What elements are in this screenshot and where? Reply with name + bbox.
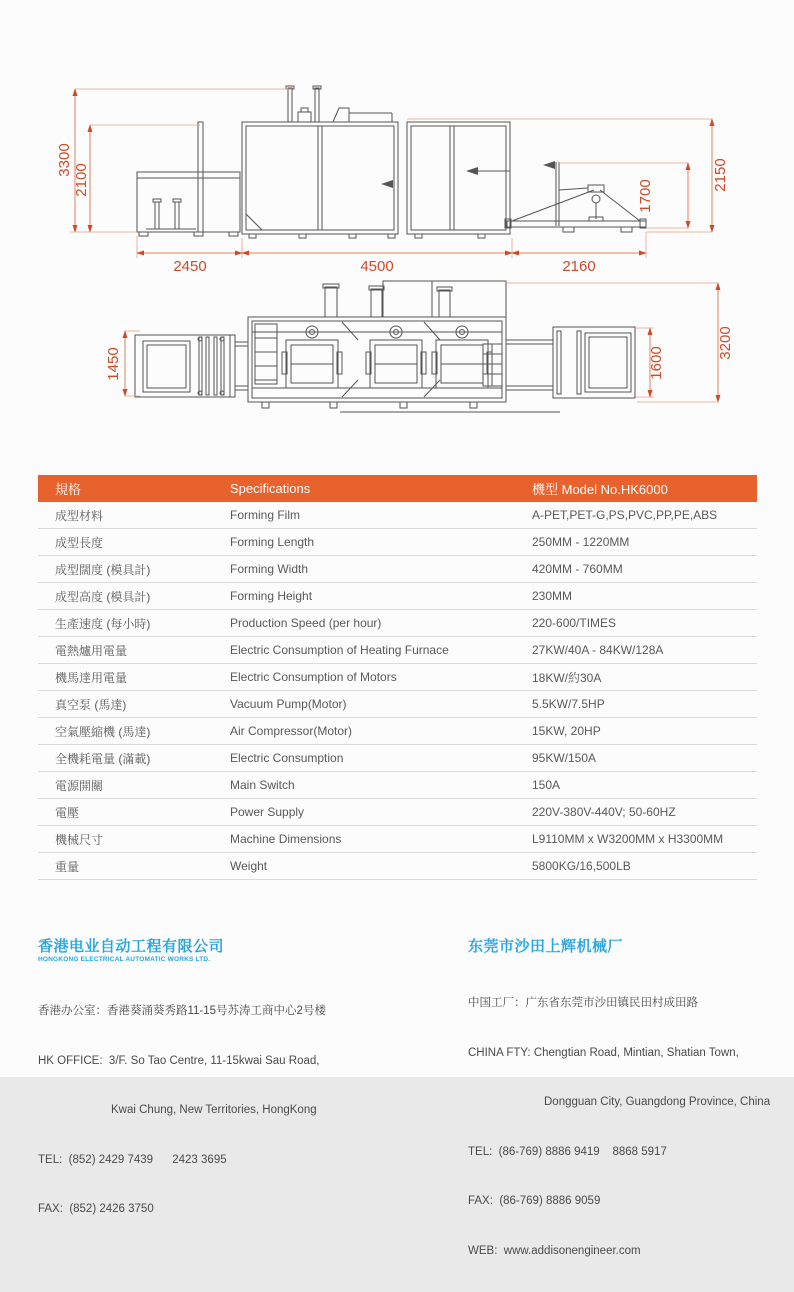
spec-table-row xyxy=(38,826,757,853)
dim-label-left-length: 2450 xyxy=(173,258,207,275)
roof-details xyxy=(286,86,392,122)
address-line: HK OFFICE: 3/F. So Tao Centre, 11-15kwai Sau Road, xyxy=(38,1054,320,1067)
address-line: 香港办公室：香港葵涌葵秀路11-15号苏涛工商中心2号楼 xyxy=(38,1005,326,1017)
spec-name-cn: 電源開關 xyxy=(38,772,230,799)
spec-table-row xyxy=(38,556,757,583)
china-factory-address xyxy=(468,962,788,1292)
dim-label-overall-width: 3200 xyxy=(717,326,734,360)
hk-office-address xyxy=(38,970,448,1251)
door-latch-flag xyxy=(543,161,555,169)
plan-winder-unit xyxy=(135,335,248,397)
dim-label-right-length: 2160 xyxy=(562,258,596,275)
spec-name-en: Forming Height xyxy=(230,583,532,610)
spec-name-cn: 重量 xyxy=(38,853,230,880)
footer-china-factory xyxy=(468,938,788,1292)
spec-table-row xyxy=(38,772,757,799)
spec-value: 150A xyxy=(532,772,757,799)
address-line: CHINA FTY: Chengtian Road, Mintian, Shatian Town, xyxy=(468,1046,739,1059)
spec-name-cn: 機械尺寸 xyxy=(38,826,230,853)
spec-table-header-row xyxy=(38,475,757,502)
stacker-unit xyxy=(505,162,646,232)
spec-name-cn: 機馬達用電量 xyxy=(38,664,230,691)
main-cabinet xyxy=(242,122,398,238)
spec-value: 220V-380V-440V; 50-60HZ xyxy=(532,799,757,826)
spec-value: 230MM xyxy=(532,583,757,610)
spec-name-en: Forming Width xyxy=(230,556,532,583)
spec-value: 5.5KW/7.5HP xyxy=(532,691,757,718)
spec-value: A-PET,PET-G,PS,PVC,PP,PE,ABS xyxy=(532,502,757,529)
door-latch-flag xyxy=(381,180,393,188)
spec-name-cn: 成型材料 xyxy=(38,502,230,529)
spec-value: 18KW/約30A xyxy=(532,664,757,691)
spec-name-cn: 全機耗電量 (滿載) xyxy=(38,745,230,772)
spec-name-en: Electric Consumption of Motors xyxy=(230,664,532,691)
spec-table-row xyxy=(38,691,757,718)
footer-hk-office xyxy=(38,938,448,1251)
rear-cabinet xyxy=(407,122,510,238)
spec-name-cn: 成型闊度 (模具計) xyxy=(38,556,230,583)
spec-name-en: Air Compressor(Motor) xyxy=(230,718,532,745)
spec-name-cn: 空氣壓縮機 (馬達) xyxy=(38,718,230,745)
company-name-en: HONGKONG ELECTRICAL AUTOMATIC WORKS LTD. xyxy=(38,956,211,963)
address-line: 中国工厂：广东省东莞市沙田镇民田村成田路 xyxy=(468,997,698,1009)
factory-name-cn: 东莞市沙田上辉机械厂 xyxy=(468,938,624,955)
plan-top-housing xyxy=(323,281,506,317)
spec-name-cn: 電壓 xyxy=(38,799,230,826)
plan-takeoff-unit xyxy=(506,327,635,398)
dim-label-main-length: 4500 xyxy=(360,258,394,275)
spec-name-cn: 電熱爐用電量 xyxy=(38,637,230,664)
spec-name-en: Weight xyxy=(230,853,532,880)
company-name-cn: 香港电业自动工程有限公司 xyxy=(38,938,225,955)
spec-table-row xyxy=(38,583,757,610)
fax-line: FAX: (852) 2426 3750 xyxy=(38,1203,154,1215)
tel-line: TEL: (852) 2429 7439 2423 3695 xyxy=(38,1153,227,1166)
spec-name-en: Forming Film xyxy=(230,502,532,529)
dim-label-frame-height: 2100 xyxy=(73,163,90,197)
spec-value: 15KW, 20HP xyxy=(532,718,757,745)
spec-name-en: Production Speed (per hour) xyxy=(230,610,532,637)
spec-table-body xyxy=(38,502,757,880)
side-view-drawing xyxy=(56,86,729,275)
spec-name-cn: 生產速度 (每小時) xyxy=(38,610,230,637)
spec-name-en: Power Supply xyxy=(230,799,532,826)
spec-name-en: Vacuum Pump(Motor) xyxy=(230,691,532,718)
spec-name-en: Electric Consumption of Heating Furnace xyxy=(230,637,532,664)
spec-name-cn: 成型長度 xyxy=(38,529,230,556)
spec-table-row xyxy=(38,745,757,772)
spec-name-en: Machine Dimensions xyxy=(230,826,532,853)
door-latch-flag xyxy=(466,167,478,175)
fax-line: FAX: (86-769) 8886 9059 xyxy=(468,1195,601,1207)
technical-drawings xyxy=(0,0,794,462)
address-line: Dongguan City, Guangdong Province, China xyxy=(544,1096,771,1108)
roll-stand xyxy=(137,172,240,236)
dim-label-stacker-height: 1700 xyxy=(637,179,654,213)
address-line: Kwai Chung, New Territories, HongKong xyxy=(111,1104,317,1116)
spec-table-row xyxy=(38,637,757,664)
spec-table-row xyxy=(38,853,757,880)
spec-table-row xyxy=(38,502,757,529)
spec-value: L9110MM x W3200MM x H3300MM xyxy=(532,826,757,853)
plan-view-drawing xyxy=(105,281,734,412)
spec-name-cn: 真空泵 (馬達) xyxy=(38,691,230,718)
dim-label-takeoff-width: 1600 xyxy=(648,346,665,380)
spec-table-row xyxy=(38,610,757,637)
spec-header-en: Specifications xyxy=(230,475,532,502)
spec-value: 420MM - 760MM xyxy=(532,556,757,583)
dim-label-overall-height: 3300 xyxy=(56,143,73,177)
spec-name-cn: 成型高度 (模具計) xyxy=(38,583,230,610)
web-line[interactable]: WEB: www.addisonengineer.com xyxy=(468,1244,641,1257)
spec-value: 250MM - 1220MM xyxy=(532,529,757,556)
dim-label-winder-width: 1450 xyxy=(105,347,122,381)
spec-value: 220-600/TIMES xyxy=(532,610,757,637)
spec-name-en: Electric Consumption xyxy=(230,745,532,772)
spec-header-cn: 規格 xyxy=(38,475,230,502)
spec-table-row xyxy=(38,664,757,691)
spec-name-en: Main Switch xyxy=(230,772,532,799)
forming-stations xyxy=(282,326,492,388)
spec-value: 5800KG/16,500LB xyxy=(532,853,757,880)
spec-header-model: 機型 Model No.HK6000 xyxy=(532,475,757,502)
film-feed-mast xyxy=(198,122,203,232)
tel-line: TEL: (86-769) 8886 9419 8868 5917 xyxy=(468,1145,667,1158)
spec-table-row xyxy=(38,529,757,556)
spec-table-row xyxy=(38,799,757,826)
spec-table-row xyxy=(38,718,757,745)
spec-name-en: Forming Length xyxy=(230,529,532,556)
spec-value: 27KW/40A - 84KW/128A xyxy=(532,637,757,664)
spec-table xyxy=(38,475,757,880)
spec-value: 95KW/150A xyxy=(532,745,757,772)
dim-label-right-height: 2150 xyxy=(712,158,729,192)
